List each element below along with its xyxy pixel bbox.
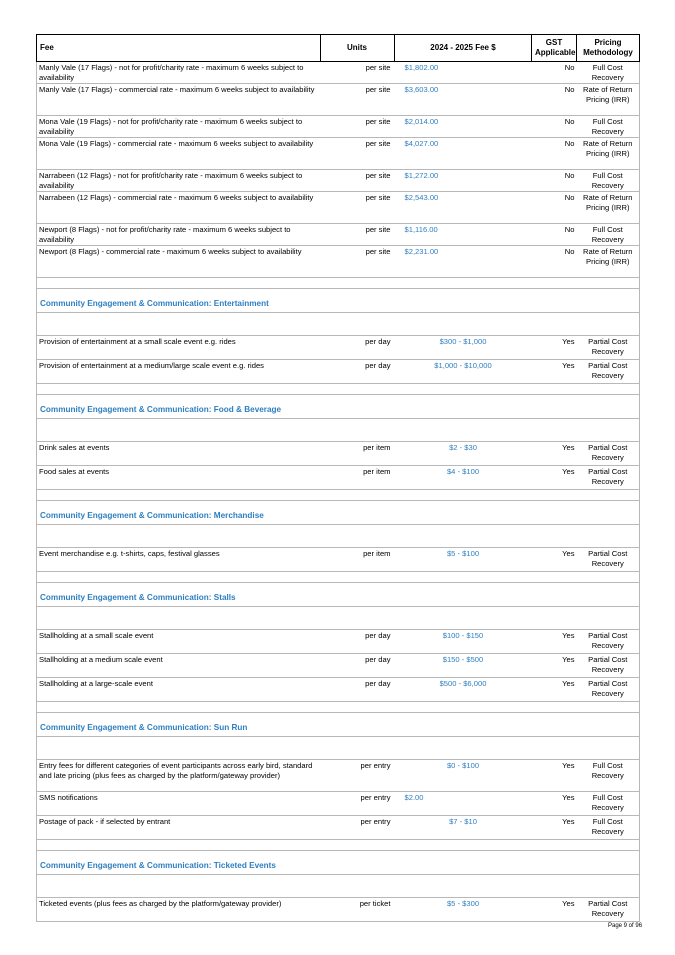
- units-cell: per item: [321, 548, 395, 572]
- table-row: [37, 898, 640, 922]
- price-cell: $7 - $10: [395, 816, 532, 840]
- fee-cell: SMS notifications: [37, 792, 321, 816]
- gst-cell: Yes: [532, 442, 577, 466]
- page-number: Page 9 of 96: [608, 923, 643, 929]
- table-row: [37, 336, 640, 360]
- price-cell: $2,231.00: [395, 246, 532, 278]
- section-heading-row: [37, 713, 640, 737]
- gst-cell: No: [532, 62, 577, 84]
- price-cell: $2,014.00: [395, 116, 532, 138]
- spacer-row: [37, 419, 640, 442]
- fee-cell: Stallholding at a medium scale event: [37, 654, 321, 678]
- fee-cell: Newport (8 Flags) - not for profit/charity rate - maximum 6 weeks subject to availability: [37, 224, 321, 246]
- method-cell: Full Cost Recovery: [577, 62, 640, 84]
- price-cell: $1,272.00: [395, 170, 532, 192]
- price-cell: $4 - $100: [395, 466, 532, 490]
- price-cell: $2,543.00: [395, 192, 532, 224]
- section-heading-row: [37, 583, 640, 607]
- spacer-row: [37, 737, 640, 760]
- units-cell: per site: [321, 170, 395, 192]
- table-row: [37, 360, 640, 384]
- units-cell: per site: [321, 246, 395, 278]
- price-cell: $300 - $1,000: [395, 336, 532, 360]
- units-cell: per site: [321, 192, 395, 224]
- method-cell: Partial Cost Recovery: [577, 336, 640, 360]
- units-cell: per day: [321, 654, 395, 678]
- price-cell: $3,603.00: [395, 84, 532, 116]
- method-cell: Rate of Return Pricing (IRR): [577, 138, 640, 170]
- gst-cell: No: [532, 224, 577, 246]
- method-cell: Full Cost Recovery: [577, 170, 640, 192]
- gst-cell: No: [532, 116, 577, 138]
- spacer-row: [37, 313, 640, 336]
- gst-cell: No: [532, 192, 577, 224]
- section-heading-merchandise: Community Engagement & Communication: Merchandise: [37, 501, 640, 525]
- spacer-row: [37, 525, 640, 548]
- method-cell: Partial Cost Recovery: [577, 466, 640, 490]
- fee-cell: Mona Vale (19 Flags) - not for profit/charity rate - maximum 6 weeks subject to availability: [37, 116, 321, 138]
- gst-cell: Yes: [532, 898, 577, 922]
- price-cell: $0 - $100: [395, 760, 532, 792]
- units-cell: per entry: [321, 760, 395, 792]
- spacer-row: [37, 384, 640, 395]
- method-cell: Partial Cost Recovery: [577, 630, 640, 654]
- table-row: [37, 224, 640, 246]
- method-cell: Rate of Return Pricing (IRR): [577, 84, 640, 116]
- fee-cell: Stallholding at a large-scale event: [37, 678, 321, 702]
- gst-cell: No: [532, 246, 577, 278]
- gst-cell: No: [532, 138, 577, 170]
- method-cell: Rate of Return Pricing (IRR): [577, 246, 640, 278]
- header-gst: GST Applicable: [532, 35, 577, 62]
- fee-cell: Provision of entertainment at a medium/large scale event e.g. rides: [37, 360, 321, 384]
- method-cell: Partial Cost Recovery: [577, 548, 640, 572]
- units-cell: per site: [321, 84, 395, 116]
- units-cell: per entry: [321, 816, 395, 840]
- method-cell: Full Cost Recovery: [577, 116, 640, 138]
- units-cell: per item: [321, 466, 395, 490]
- units-cell: per day: [321, 630, 395, 654]
- price-cell: $1,116.00: [395, 224, 532, 246]
- table-row: [37, 246, 640, 278]
- fees-page: [36, 34, 639, 922]
- units-cell: per item: [321, 442, 395, 466]
- header-fee: Fee: [37, 35, 321, 62]
- spacer-row: [37, 875, 640, 898]
- fee-cell: Event merchandise e.g. t-shirts, caps, festival glasses: [37, 548, 321, 572]
- gst-cell: No: [532, 170, 577, 192]
- section-heading-food: Community Engagement & Communication: Food & Beverage: [37, 395, 640, 419]
- table-row: [37, 138, 640, 170]
- units-cell: per site: [321, 224, 395, 246]
- table-row: [37, 62, 640, 84]
- fees-table: [36, 34, 640, 922]
- table-row: [37, 170, 640, 192]
- header-method: Pricing Methodology: [577, 35, 640, 62]
- section-heading-row: [37, 501, 640, 525]
- units-cell: per day: [321, 678, 395, 702]
- gst-cell: Yes: [532, 654, 577, 678]
- method-cell: Partial Cost Recovery: [577, 654, 640, 678]
- fee-cell: Food sales at events: [37, 466, 321, 490]
- spacer-row: [37, 702, 640, 713]
- table-header-row: [37, 35, 640, 62]
- price-cell: $2 - $30: [395, 442, 532, 466]
- method-cell: Partial Cost Recovery: [577, 678, 640, 702]
- section-heading-stalls: Community Engagement & Communication: Stalls: [37, 583, 640, 607]
- fee-cell: Narrabeen (12 Flags) - commercial rate - maximum 6 weeks subject to availability: [37, 192, 321, 224]
- fee-cell: Manly Vale (17 Flags) - commercial rate - maximum 6 weeks subject to availability: [37, 84, 321, 116]
- section-heading-sun-run: Community Engagement & Communication: Sun Run: [37, 713, 640, 737]
- section-heading-entertainment: Community Engagement & Communication: Entertainment: [37, 289, 640, 313]
- section-heading-row: [37, 395, 640, 419]
- gst-cell: Yes: [532, 792, 577, 816]
- price-cell: $4,027.00: [395, 138, 532, 170]
- gst-cell: Yes: [532, 678, 577, 702]
- method-cell: Partial Cost Recovery: [577, 360, 640, 384]
- section-heading-row: [37, 851, 640, 875]
- table-row: [37, 654, 640, 678]
- table-row: [37, 116, 640, 138]
- price-cell: $2.00: [395, 792, 532, 816]
- header-units: Units: [321, 35, 395, 62]
- gst-cell: Yes: [532, 630, 577, 654]
- spacer-row: [37, 840, 640, 851]
- table-row: [37, 442, 640, 466]
- fee-cell: Drink sales at events: [37, 442, 321, 466]
- spacer-row: [37, 490, 640, 501]
- units-cell: per entry: [321, 792, 395, 816]
- table-row: [37, 678, 640, 702]
- price-cell: $1,000 - $10,000: [395, 360, 532, 384]
- units-cell: per site: [321, 62, 395, 84]
- units-cell: per site: [321, 138, 395, 170]
- method-cell: Full Cost Recovery: [577, 760, 640, 792]
- spacer-row: [37, 572, 640, 583]
- price-cell: $1,802.00: [395, 62, 532, 84]
- units-cell: per day: [321, 336, 395, 360]
- price-cell: $500 - $6,000: [395, 678, 532, 702]
- table-row: [37, 192, 640, 224]
- fee-cell: Manly Vale (17 Flags) - not for profit/charity rate - maximum 6 weeks subject to availability: [37, 62, 321, 84]
- table-row: [37, 630, 640, 654]
- gst-cell: Yes: [532, 760, 577, 792]
- gst-cell: Yes: [532, 336, 577, 360]
- gst-cell: No: [532, 84, 577, 116]
- method-cell: Partial Cost Recovery: [577, 442, 640, 466]
- fee-cell: Mona Vale (19 Flags) - commercial rate - maximum 6 weeks subject to availability: [37, 138, 321, 170]
- fee-cell: Provision of entertainment at a small scale event e.g. rides: [37, 336, 321, 360]
- price-cell: $100 - $150: [395, 630, 532, 654]
- spacer-row: [37, 607, 640, 630]
- fee-cell: Narrabeen (12 Flags) - not for profit/charity rate - maximum 6 weeks subject to availability: [37, 170, 321, 192]
- table-row: [37, 84, 640, 116]
- table-row: [37, 466, 640, 490]
- spacer-row: [37, 278, 640, 289]
- gst-cell: Yes: [532, 466, 577, 490]
- method-cell: Full Cost Recovery: [577, 792, 640, 816]
- fee-cell: Newport (8 Flags) - commercial rate - maximum 6 weeks subject to availability: [37, 246, 321, 278]
- fee-cell: Entry fees for different categories of event participants across early bird, standard and late pricing (plus fees as charged by the platform/gateway provider): [37, 760, 321, 792]
- table-row: [37, 792, 640, 816]
- method-cell: Full Cost Recovery: [577, 816, 640, 840]
- header-price: 2024 - 2025 Fee $: [395, 35, 532, 62]
- gst-cell: Yes: [532, 360, 577, 384]
- method-cell: Rate of Return Pricing (IRR): [577, 192, 640, 224]
- units-cell: per site: [321, 116, 395, 138]
- table-row: [37, 816, 640, 840]
- units-cell: per day: [321, 360, 395, 384]
- fee-cell: Postage of pack - if selected by entrant: [37, 816, 321, 840]
- section-heading-ticketed: Community Engagement & Communication: Ticketed Events: [37, 851, 640, 875]
- fee-cell: Stallholding at a small scale event: [37, 630, 321, 654]
- table-row: [37, 548, 640, 572]
- price-cell: $150 - $500: [395, 654, 532, 678]
- method-cell: Partial Cost Recovery: [577, 898, 640, 922]
- table-row: [37, 760, 640, 792]
- method-cell: Full Cost Recovery: [577, 224, 640, 246]
- units-cell: per ticket: [321, 898, 395, 922]
- fee-cell: Ticketed events (plus fees as charged by the platform/gateway provider): [37, 898, 321, 922]
- gst-cell: Yes: [532, 548, 577, 572]
- section-heading-row: [37, 289, 640, 313]
- gst-cell: Yes: [532, 816, 577, 840]
- price-cell: $5 - $300: [395, 898, 532, 922]
- price-cell: $5 - $100: [395, 548, 532, 572]
